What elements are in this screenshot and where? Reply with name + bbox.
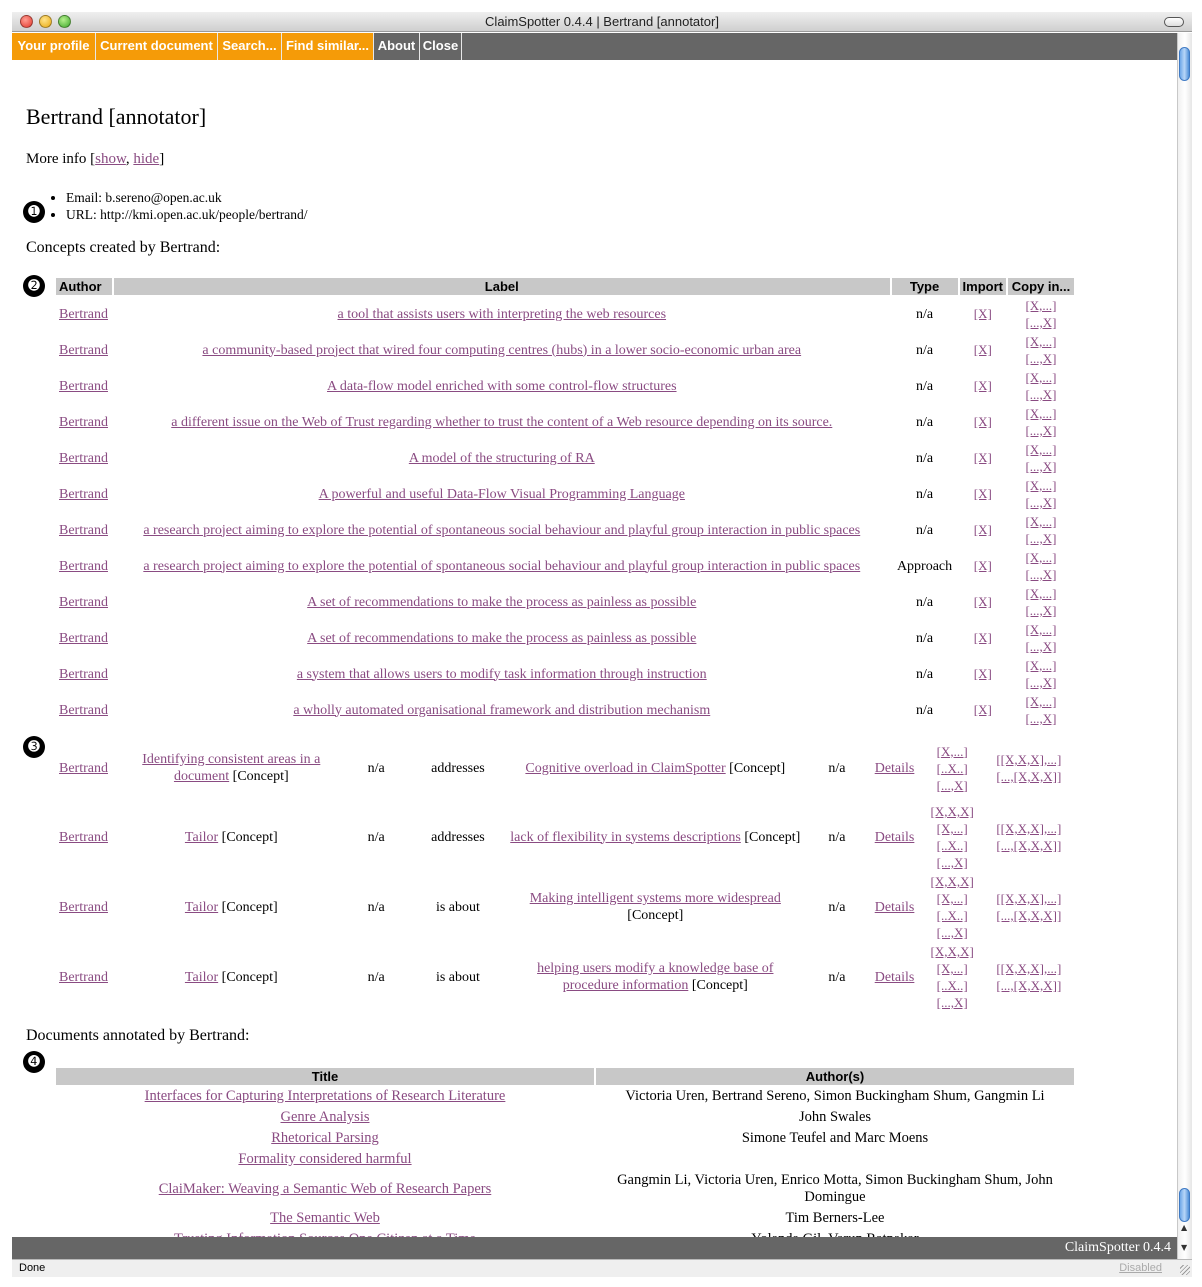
document-row xyxy=(56,1129,1074,1148)
relation-row xyxy=(56,943,1074,1011)
concept-label-cell xyxy=(114,513,890,547)
document-row xyxy=(56,1171,1074,1207)
window-titlebar xyxy=(12,12,1192,32)
link-xxx[interactable]: [X,X,X] xyxy=(930,804,974,819)
concept-copy-cell xyxy=(1008,621,1074,655)
relation-type: addresses xyxy=(431,829,485,845)
concept-copy-cell xyxy=(1008,477,1074,511)
document-title-link[interactable]: ClaiMaker: Weaving a Semantic Web of Research Papers xyxy=(158,1180,492,1197)
details-link[interactable]: Details xyxy=(874,899,915,915)
import-link[interactable]: [X] xyxy=(973,594,992,609)
concept-import-cell xyxy=(960,441,1006,475)
col-copy-in: Copy in... xyxy=(1008,278,1074,295)
more-info-separator: , xyxy=(125,151,134,167)
scroll-up-arrow-icon[interactable]: ▲ xyxy=(1181,1223,1188,1232)
concept-author-link[interactable]: Bertrand xyxy=(59,414,108,430)
link-xxx[interactable]: [X,X,X] xyxy=(930,874,974,889)
concept-author-link[interactable]: Bertrand xyxy=(59,378,108,394)
concept-author-cell xyxy=(56,441,112,475)
relation-source-type: n/a xyxy=(367,899,385,915)
concept-import-cell xyxy=(960,513,1006,547)
concept-copy-cell xyxy=(1008,369,1074,403)
profile-url: • URL: http://kmi.open.ac.uk/people/bertrand/ xyxy=(66,206,307,223)
concept-label-cell xyxy=(114,333,890,367)
concept-label-cell xyxy=(114,441,890,475)
source-concept-tag: [Concept] xyxy=(232,769,289,784)
import-link[interactable]: [X] xyxy=(973,522,992,537)
concept-author-cell xyxy=(56,405,112,439)
concept-label-cell xyxy=(114,297,890,331)
import-link[interactable]: [X] xyxy=(973,630,992,645)
concept-import-cell xyxy=(960,585,1006,619)
concept-import-cell xyxy=(960,657,1006,691)
copy-last-link[interactable]: [...,X] xyxy=(1025,351,1057,366)
concept-type: Approach xyxy=(896,558,953,574)
relation-author-cell xyxy=(56,873,121,941)
concept-label-cell xyxy=(114,657,890,691)
concept-import-cell xyxy=(960,333,1006,367)
concept-author-cell xyxy=(56,477,112,511)
annotation-badge-4: ➍ xyxy=(23,1051,45,1073)
profile-email: • Email: b.sereno@open.ac.uk xyxy=(66,189,307,206)
relation-copy-cell xyxy=(984,873,1074,941)
concept-author-cell xyxy=(56,513,112,547)
page-footer: ClaimSpotter 0.4.4 xyxy=(12,1237,1177,1259)
source-concept-tag: [Concept] xyxy=(221,899,278,915)
concept-label-link[interactable]: a different issue on the Web of Trust regarding whether to trust the content of a Web resource depending on its source. xyxy=(171,414,833,430)
relation-author-cell xyxy=(56,943,121,1011)
concept-import-cell xyxy=(960,549,1006,583)
show-info-link[interactable]: show xyxy=(95,151,126,167)
documents-table xyxy=(54,1066,1076,1251)
import-link[interactable]: [X] xyxy=(973,450,992,465)
documents-heading: Documents annotated by Bertrand: xyxy=(26,1027,250,1044)
concept-import-cell xyxy=(960,477,1006,511)
menu-current-document[interactable]: Current document xyxy=(96,33,218,60)
details-link[interactable]: Details xyxy=(874,829,915,845)
concept-copy-cell xyxy=(1008,693,1074,727)
concept-label-link[interactable]: a wholly automated organisational framework and distribution mechanism xyxy=(293,702,711,718)
concept-type: n/a xyxy=(915,342,934,358)
menu-close[interactable]: Close xyxy=(420,33,462,60)
link-xxx[interactable]: [X,X,X] xyxy=(930,944,974,959)
copy-triple-link-1[interactable]: [...,[X,X,X]] xyxy=(996,978,1062,993)
menu-search[interactable]: Search... xyxy=(218,33,282,60)
concept-label-cell xyxy=(114,477,890,511)
annotation-badge-1: ➊ xyxy=(23,201,45,223)
toolbar-toggle-icon[interactable] xyxy=(1164,17,1184,27)
concept-row xyxy=(56,441,1074,475)
relations-table-body xyxy=(56,735,1074,1011)
relation-details-cell xyxy=(868,943,921,1011)
relation-copy-cell xyxy=(984,803,1074,871)
document-title-link[interactable]: Genre Analysis xyxy=(280,1109,370,1125)
relation-source-link[interactable]: Tailor xyxy=(184,829,219,845)
concept-row xyxy=(56,693,1074,727)
concept-type: n/a xyxy=(915,702,934,718)
link-position-0[interactable]: [X,...] xyxy=(936,821,968,836)
concept-copy-cell xyxy=(1008,297,1074,331)
concept-type: n/a xyxy=(915,414,934,430)
import-link[interactable]: [X] xyxy=(973,342,992,357)
menu-your-profile[interactable]: Your profile xyxy=(12,33,96,60)
concept-row xyxy=(56,333,1074,367)
col-import: Import xyxy=(960,278,1006,295)
relation-author-link[interactable]: Bertrand xyxy=(59,829,108,845)
target-concept-tag: [Concept] xyxy=(744,829,801,845)
copy-first-link[interactable]: [X,...] xyxy=(1025,622,1057,637)
relation-details-cell xyxy=(868,873,921,941)
copy-first-link[interactable]: [X,...] xyxy=(1025,478,1057,493)
concept-label-cell xyxy=(114,369,890,403)
copy-triple-link-0[interactable]: [[X,X,X],...] xyxy=(996,891,1062,906)
status-text: Done xyxy=(19,1262,46,1274)
link-position-2[interactable]: [...,X] xyxy=(936,777,968,793)
concept-import-cell xyxy=(960,405,1006,439)
relation-type: addresses xyxy=(431,760,485,776)
document-title-link[interactable]: Formality considered harmful xyxy=(238,1151,412,1167)
concept-row xyxy=(56,369,1074,403)
relation-source-cell xyxy=(123,873,339,941)
copy-first-link[interactable]: [X,...] xyxy=(1025,334,1057,349)
relation-source-type: n/a xyxy=(367,760,385,776)
profile-info-list xyxy=(52,189,307,223)
col-type: Type xyxy=(892,278,958,295)
concept-type: n/a xyxy=(915,594,934,610)
status-bar xyxy=(12,1259,1192,1277)
relation-author-cell xyxy=(56,735,121,801)
concept-author-link[interactable]: Bertrand xyxy=(59,558,108,574)
link-position-0[interactable]: [X,...] xyxy=(936,961,968,976)
relation-type: is about xyxy=(435,969,480,985)
document-title-cell xyxy=(56,1087,594,1106)
copy-first-link[interactable]: [X,...] xyxy=(1025,586,1057,601)
concept-row xyxy=(56,297,1074,331)
concepts-table-body xyxy=(56,297,1074,727)
relation-target-link[interactable]: Making intelligent systems more widespread xyxy=(529,891,781,906)
relation-source-link[interactable]: Tailor xyxy=(184,899,219,915)
concept-label-link[interactable]: A data-flow model enriched with some control-flow structures xyxy=(327,378,677,394)
concept-author-cell xyxy=(56,549,112,583)
vertical-scrollbar[interactable] xyxy=(1177,33,1192,1259)
concept-row xyxy=(56,549,1074,583)
window-title: ClaimSpotter 0.4.4 | Bertrand [annotator] xyxy=(485,14,719,29)
concept-type: n/a xyxy=(915,306,934,322)
copy-last-link[interactable]: [...,X] xyxy=(1025,495,1057,510)
import-link[interactable]: [X] xyxy=(973,378,992,393)
target-concept-tag: [Concept] xyxy=(627,908,684,923)
concept-author-link[interactable]: Bertrand xyxy=(59,630,108,646)
concept-label-cell xyxy=(114,585,890,619)
relation-source-type: n/a xyxy=(367,969,385,985)
document-authors: John Swales xyxy=(798,1109,872,1125)
relation-author-cell xyxy=(56,803,121,871)
concept-type: n/a xyxy=(915,486,934,502)
concept-author-link[interactable]: Bertrand xyxy=(59,666,108,682)
concept-label-cell xyxy=(114,405,890,439)
more-info-line xyxy=(26,151,164,168)
copy-first-link[interactable]: [X,...] xyxy=(1025,694,1057,709)
copy-triple-link-1[interactable]: [...,[X,X,X]] xyxy=(996,769,1062,784)
relation-source-cell xyxy=(123,803,339,871)
document-title-cell xyxy=(56,1129,594,1148)
concept-label-link[interactable]: A set of recommendations to make the process as painless as possible xyxy=(307,630,697,646)
source-concept-tag: [Concept] xyxy=(221,969,278,985)
relation-target-link[interactable]: lack of flexibility in systems descriptions xyxy=(510,829,741,845)
relation-source-link[interactable]: Tailor xyxy=(184,969,219,985)
relation-author-link[interactable]: Bertrand xyxy=(59,969,108,985)
concept-label-cell xyxy=(114,549,890,583)
document-authors: Tim Berners-Lee xyxy=(785,1210,885,1226)
details-link[interactable]: Details xyxy=(874,760,915,776)
menu-find-similar[interactable]: Find similar... xyxy=(282,33,374,60)
relation-row xyxy=(56,735,1074,801)
concept-row xyxy=(56,477,1074,511)
document-row xyxy=(56,1087,1074,1106)
concept-label-link[interactable]: a research project aiming to explore the potential of spontaneous social behaviour and playful group interaction in public spaces xyxy=(143,558,861,574)
copy-last-link[interactable]: [...,X] xyxy=(1025,639,1057,654)
relation-target-type: n/a xyxy=(828,760,846,776)
concept-type: n/a xyxy=(915,666,934,682)
relation-links-cell xyxy=(923,803,982,871)
concept-author-cell xyxy=(56,333,112,367)
document-authors: Simone Teufel and Marc Moens xyxy=(741,1130,929,1146)
concept-label-link[interactable]: a tool that assists users with interpreting the web resources xyxy=(337,306,667,322)
concept-author-link[interactable]: Bertrand xyxy=(59,522,108,538)
relation-links-cell xyxy=(923,873,982,941)
relation-target-type: n/a xyxy=(828,899,846,915)
relation-target-cell xyxy=(505,735,805,801)
copy-last-link[interactable]: [...,X] xyxy=(1025,531,1057,546)
copy-triple-link-0[interactable]: [[X,X,X],...] xyxy=(996,961,1062,976)
concept-label-link[interactable]: A powerful and useful Data-Flow Visual Programming Language xyxy=(318,486,685,502)
copy-first-link[interactable]: [X,...] xyxy=(1025,406,1057,421)
link-position-2[interactable]: [...,X] xyxy=(936,995,968,1010)
copy-triple-link-0[interactable]: [[X,X,X],...] xyxy=(996,752,1062,767)
concept-row xyxy=(56,585,1074,619)
import-link[interactable]: [X] xyxy=(973,486,992,501)
import-link[interactable]: [X] xyxy=(973,666,992,681)
more-info-prefix: More info [ xyxy=(26,151,96,167)
concept-author-cell xyxy=(56,657,112,691)
relation-source-cell xyxy=(123,735,339,801)
relation-source-cell xyxy=(123,943,339,1011)
relation-row xyxy=(56,803,1074,871)
copy-first-link[interactable]: [X,...] xyxy=(1025,370,1057,385)
document-row xyxy=(56,1209,1074,1228)
page-content xyxy=(12,60,1177,1235)
concept-copy-cell xyxy=(1008,549,1074,583)
copy-last-link[interactable]: [...,X] xyxy=(1025,567,1057,582)
relation-links-cell xyxy=(923,943,982,1011)
relation-target-cell xyxy=(505,873,805,941)
relation-source-type: n/a xyxy=(367,829,385,845)
scroll-down-arrow-icon[interactable]: ▼ xyxy=(1181,1243,1188,1252)
link-position-1[interactable]: [..X..] xyxy=(936,838,968,853)
copy-first-link[interactable]: [X,...] xyxy=(1025,658,1057,673)
relation-target-link[interactable]: Cognitive overload in ClaimSpotter xyxy=(525,760,726,776)
concept-copy-cell xyxy=(1008,405,1074,439)
page-title: Bertrand [annotator] xyxy=(26,104,207,129)
document-authors xyxy=(596,1150,1074,1169)
annotation-badge-2: ➋ xyxy=(23,275,45,297)
link-position-0[interactable]: [X,...] xyxy=(936,743,968,759)
concept-author-cell xyxy=(56,621,112,655)
document-title-cell xyxy=(56,1171,594,1207)
col-authors: Author(s) xyxy=(596,1068,1074,1085)
copy-first-link[interactable]: [X,...] xyxy=(1025,550,1057,565)
concept-type: n/a xyxy=(915,378,934,394)
concept-copy-cell xyxy=(1008,441,1074,475)
concept-author-link[interactable]: Bertrand xyxy=(59,594,108,610)
concept-author-cell xyxy=(56,297,112,331)
concept-label-link[interactable]: a research project aiming to explore the potential of spontaneous social behaviour and playful group interaction in public spaces xyxy=(143,522,861,538)
link-position-2[interactable]: [...,X] xyxy=(936,855,968,870)
document-row xyxy=(56,1108,1074,1127)
copy-last-link[interactable]: [...,X] xyxy=(1025,423,1057,438)
main-menu-bar xyxy=(12,33,1177,60)
copy-last-link[interactable]: [...,X] xyxy=(1025,711,1057,726)
relation-source-link[interactable]: Identifying consistent areas in a document xyxy=(142,752,321,784)
documents-table-body xyxy=(56,1087,1074,1249)
link-position-1[interactable]: [..X..] xyxy=(936,978,968,993)
relation-target-link[interactable]: helping users modify a knowledge base of procedure information xyxy=(537,961,774,993)
concept-author-link[interactable]: Bertrand xyxy=(59,450,108,466)
concept-import-cell xyxy=(960,621,1006,655)
hide-info-link[interactable]: hide xyxy=(133,151,160,167)
concept-author-link[interactable]: Bertrand xyxy=(59,486,108,502)
import-link[interactable]: [X] xyxy=(973,558,992,573)
target-concept-tag: [Concept] xyxy=(729,760,786,776)
copy-last-link[interactable]: [...,X] xyxy=(1025,315,1057,330)
col-author: Author xyxy=(56,278,112,295)
target-concept-tag: [Concept] xyxy=(691,978,748,993)
copy-first-link[interactable]: [X,...] xyxy=(1025,298,1057,313)
relation-target-type: n/a xyxy=(828,829,846,845)
copy-last-link[interactable]: [...,X] xyxy=(1025,459,1057,474)
concept-author-link[interactable]: Bertrand xyxy=(59,342,108,358)
concept-copy-cell xyxy=(1008,333,1074,367)
document-title-link[interactable]: Interfaces for Capturing Interpretations of Research Literature xyxy=(144,1088,506,1104)
document-title-link[interactable]: The Semantic Web xyxy=(270,1210,380,1226)
document-authors: Victoria Uren, Bertrand Sereno, Simon Buckingham Shum, Gangmin Li xyxy=(625,1088,1045,1104)
relations-table xyxy=(54,733,1076,1013)
concept-row xyxy=(56,621,1074,655)
concept-label-link[interactable]: A model of the structuring of RA xyxy=(408,450,595,466)
import-link[interactable]: [X] xyxy=(973,702,992,717)
link-position-1[interactable]: [..X..] xyxy=(936,908,968,923)
document-title-link[interactable]: Rhetorical Parsing xyxy=(271,1130,379,1146)
relation-copy-cell xyxy=(984,735,1074,801)
document-title-cell xyxy=(56,1209,594,1228)
concept-copy-cell xyxy=(1008,513,1074,547)
more-info-suffix: ] xyxy=(159,151,165,167)
menu-about[interactable]: About xyxy=(374,33,420,60)
concept-author-link[interactable]: Bertrand xyxy=(59,306,108,322)
relation-author-link[interactable]: Bertrand xyxy=(59,760,108,776)
concepts-heading: Concepts created by Bertrand: xyxy=(26,239,221,256)
link-position-2[interactable]: [...,X] xyxy=(936,925,968,940)
link-position-0[interactable]: [X,...] xyxy=(936,891,968,906)
details-link[interactable]: Details xyxy=(874,969,915,985)
concept-label-link[interactable]: a system that allows users to modify task information through instruction xyxy=(296,666,707,682)
relation-details-cell xyxy=(868,803,921,871)
concept-copy-cell xyxy=(1008,585,1074,619)
document-title-cell xyxy=(56,1108,594,1127)
document-authors: Gangmin Li, Victoria Uren, Enrico Motta, Simon Buckingham Shum, John Domingue xyxy=(617,1172,1053,1205)
concept-type: n/a xyxy=(915,630,934,646)
copy-triple-link-1[interactable]: [...,[X,X,X]] xyxy=(996,908,1062,923)
concept-type: n/a xyxy=(915,450,934,466)
concept-import-cell xyxy=(960,369,1006,403)
copy-triple-link-0[interactable]: [[X,X,X],...] xyxy=(996,821,1062,836)
document-title-cell xyxy=(56,1150,594,1169)
concept-copy-cell xyxy=(1008,657,1074,691)
concept-author-cell xyxy=(56,369,112,403)
concepts-table xyxy=(54,276,1076,729)
concept-label-cell xyxy=(114,621,890,655)
scroll-thumb-top[interactable] xyxy=(1179,47,1190,81)
concept-author-link[interactable]: Bertrand xyxy=(59,702,108,718)
copy-triple-link-1[interactable]: [...,[X,X,X]] xyxy=(996,838,1062,853)
copy-last-link[interactable]: [...,X] xyxy=(1025,675,1057,690)
concept-import-cell xyxy=(960,693,1006,727)
concept-label-cell xyxy=(114,693,890,727)
scroll-thumb-bottom[interactable] xyxy=(1179,1188,1190,1222)
copy-last-link[interactable]: [...,X] xyxy=(1025,603,1057,618)
relation-row xyxy=(56,873,1074,941)
document-row xyxy=(56,1150,1074,1169)
relation-type: is about xyxy=(435,899,480,915)
relation-author-link[interactable]: Bertrand xyxy=(59,899,108,915)
relation-target-type: n/a xyxy=(828,969,846,985)
relation-target-cell xyxy=(505,803,805,871)
concept-label-link[interactable]: a community-based project that wired four computing centres (hubs) in a lower socio-economic urban area xyxy=(202,342,802,358)
concept-import-cell xyxy=(960,297,1006,331)
copy-first-link[interactable]: [X,...] xyxy=(1025,514,1057,529)
concept-row xyxy=(56,405,1074,439)
copy-last-link[interactable]: [...,X] xyxy=(1025,387,1057,402)
import-link[interactable]: [X] xyxy=(973,414,992,429)
import-link[interactable]: [X] xyxy=(973,306,992,321)
copy-first-link[interactable]: [X,...] xyxy=(1025,442,1057,457)
col-title: Title xyxy=(56,1068,594,1085)
relation-details-cell xyxy=(868,735,921,801)
source-concept-tag: [Concept] xyxy=(221,829,278,845)
resize-grip-icon[interactable] xyxy=(1180,1265,1190,1275)
annotation-badge-3: ➌ xyxy=(23,736,45,758)
concept-row xyxy=(56,513,1074,547)
link-position-1[interactable]: [..X..] xyxy=(936,760,968,776)
relation-target-cell xyxy=(505,943,805,1011)
concept-author-cell xyxy=(56,585,112,619)
concept-label-link[interactable]: A set of recommendations to make the process as painless as possible xyxy=(307,594,697,610)
concept-row xyxy=(56,657,1074,691)
concept-author-cell xyxy=(56,693,112,727)
status-disabled-label: Disabled xyxy=(1119,1262,1162,1274)
col-label: Label xyxy=(114,278,890,295)
relation-copy-cell xyxy=(984,943,1074,1011)
concept-type: n/a xyxy=(915,522,934,538)
relation-links-cell xyxy=(923,735,982,801)
